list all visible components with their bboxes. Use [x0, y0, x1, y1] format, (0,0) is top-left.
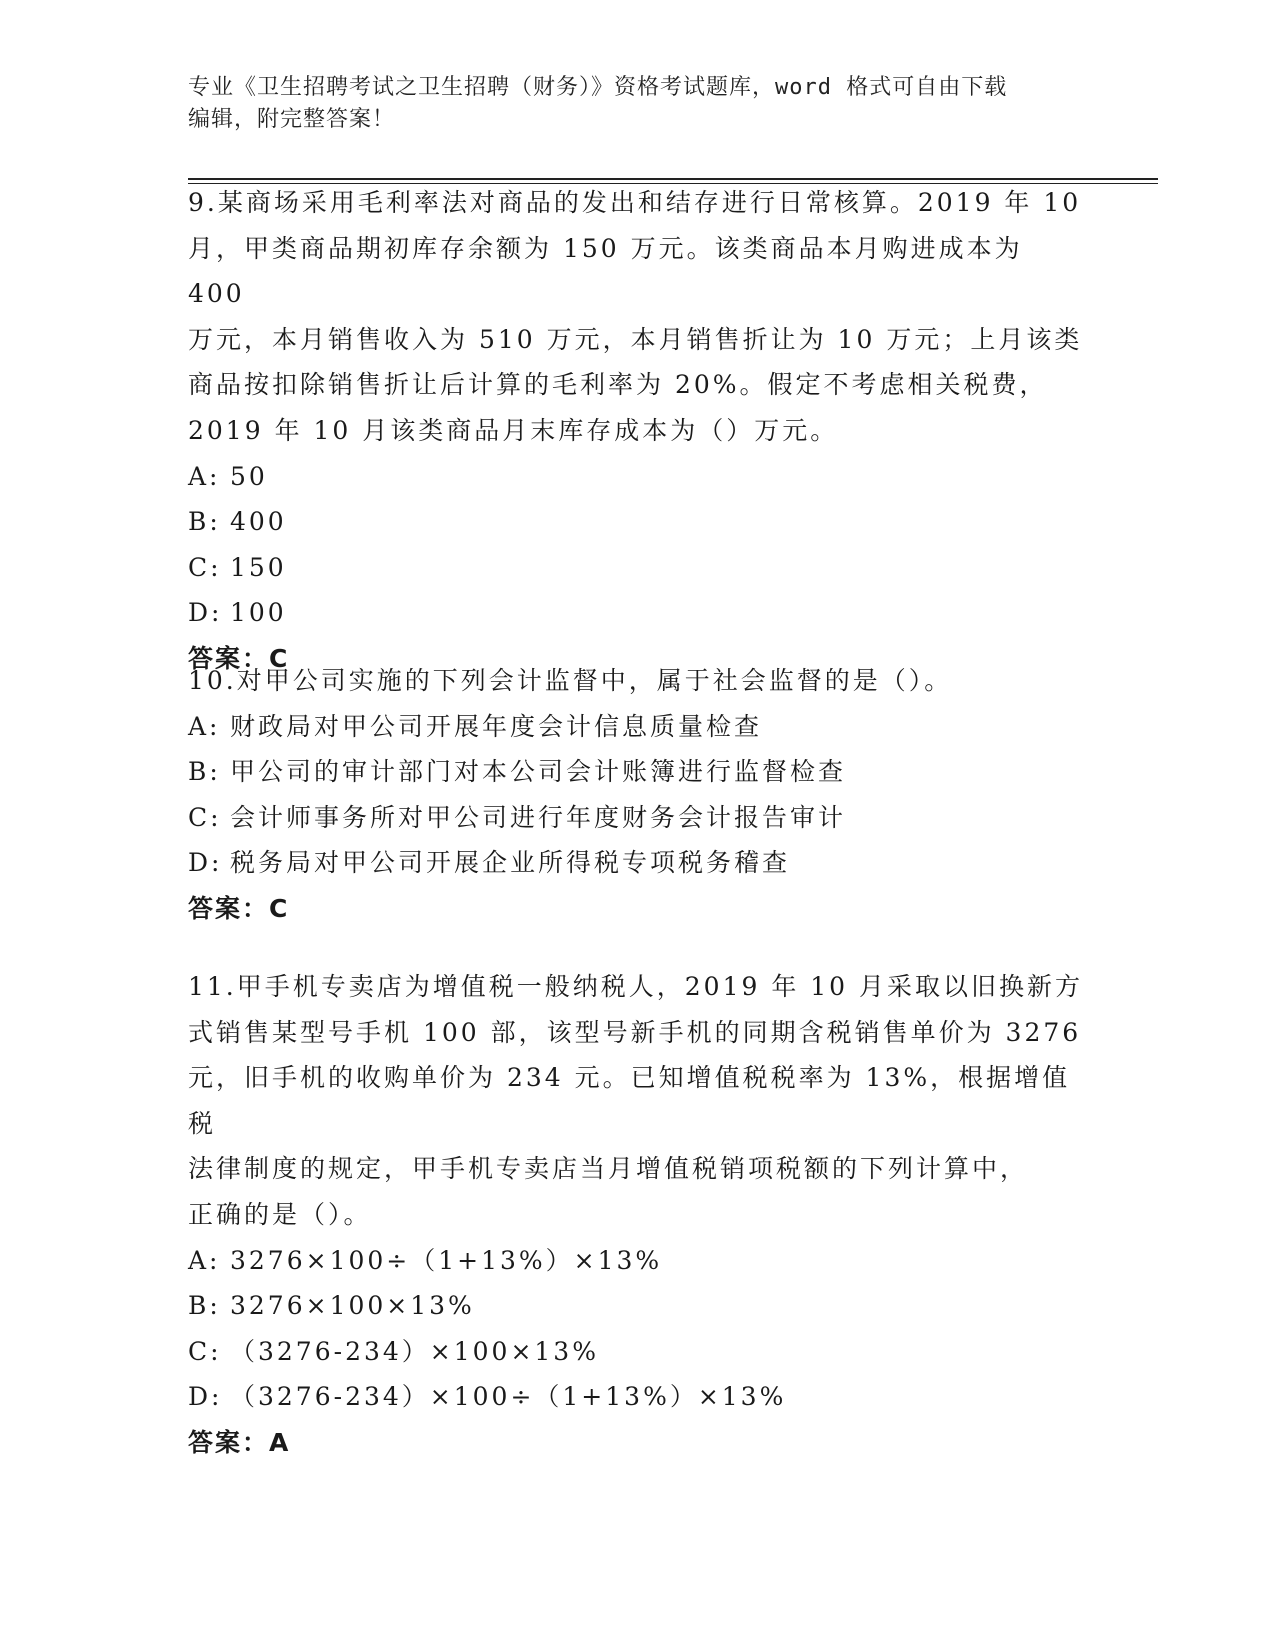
option-label: B:: [188, 507, 221, 537]
question-stem-line: 正确的是（）。: [188, 1199, 372, 1229]
question-10: [188, 658, 1088, 932]
answer-line: 答案：C: [188, 643, 290, 673]
option-text: 3276×100×13%: [230, 1291, 475, 1321]
question-stem-line: 月，甲类商品期初库存余额为 150 万元。该类商品本月购进成本为 400: [188, 233, 1023, 309]
option-label: D:: [188, 848, 223, 878]
option-text: 财政局对甲公司开展年度会计信息质量检查: [230, 711, 763, 741]
option-text: 会计师事务所对甲公司进行年度财务会计报告审计: [230, 802, 847, 832]
option-d: [188, 1374, 1088, 1420]
option-c: [188, 795, 1088, 841]
document-header: [188, 72, 1088, 136]
option-label: C:: [188, 1336, 222, 1366]
option-a: [188, 454, 1088, 500]
question-stem-line: 11.甲手机专卖店为增值税一般纳税人，2019 年 10 月采取以旧换新方: [188, 972, 1084, 1001]
option-c: [188, 1329, 1088, 1375]
option-label: A:: [188, 461, 221, 491]
option-c: [188, 545, 1088, 591]
option-text: 400: [230, 507, 287, 537]
question-stem-line: 式销售某型号手机 100 部，该型号新手机的同期含税销售单价为 3276: [188, 1017, 1082, 1047]
option-label: C:: [188, 802, 222, 832]
header-line-2: 编辑，附完整答案！: [188, 107, 396, 132]
option-label: A:: [188, 711, 221, 741]
option-d: [188, 840, 1088, 886]
question-11: [188, 964, 1088, 1466]
option-label: B:: [188, 1291, 221, 1321]
option-text: 3276×100÷（1+13%）×13%: [230, 1245, 663, 1275]
option-b: [188, 749, 1088, 795]
option-d: [188, 590, 1088, 636]
option-label: C:: [188, 552, 222, 582]
question-stem-line: 商品按扣除销售折让后计算的毛利率为 20%。假定不考虑相关税费，: [188, 370, 1048, 400]
option-a: [188, 1238, 1088, 1284]
option-text: 100: [230, 598, 287, 628]
question-stem-line: 2019 年 10 月该类商品月末库存成本为（）万元。: [188, 415, 839, 445]
option-text: 150: [230, 552, 287, 582]
question-stem-line: 万元，本月销售收入为 510 万元，本月销售折让为 10 万元；上月该类: [188, 324, 1083, 354]
question-9: [188, 180, 1088, 682]
question-stem-line: 9.某商场采用毛利率法对商品的发出和结存进行日常核算。2019 年 10: [188, 188, 1082, 217]
option-a: [188, 704, 1088, 750]
option-label: B:: [188, 757, 221, 787]
option-label: A:: [188, 1245, 221, 1275]
question-stem-line: 元，旧手机的收购单价为 234 元。已知增值税税率为 13%，根据增值税: [188, 1063, 1071, 1138]
option-text: 税务局对甲公司开展企业所得税专项税务稽查: [230, 848, 791, 878]
answer-line: 答案：C: [188, 893, 290, 923]
option-b: [188, 1283, 1088, 1329]
question-stem-line: 法律制度的规定，甲手机专卖店当月增值税销项税额的下列计算中，: [188, 1154, 1029, 1184]
option-label: D:: [188, 598, 223, 628]
option-label: D:: [188, 1382, 223, 1412]
option-text: （3276-234）×100×13%: [230, 1336, 599, 1366]
option-text: 50: [230, 461, 268, 491]
header-line-1: 专业《卫生招聘考试之卫生招聘（财务）》资格考试题库，word 格式可自由下载: [188, 75, 1008, 100]
option-text: 甲公司的审计部门对本公司会计账簿进行监督检查: [230, 757, 847, 787]
answer-line: 答案：A: [188, 1427, 291, 1457]
option-b: [188, 499, 1088, 545]
option-text: （3276-234）×100÷（1+13%）×13%: [230, 1382, 787, 1412]
question-stem-line: 10.对甲公司实施的下列会计监督中，属于社会监督的是（）。: [188, 666, 953, 695]
